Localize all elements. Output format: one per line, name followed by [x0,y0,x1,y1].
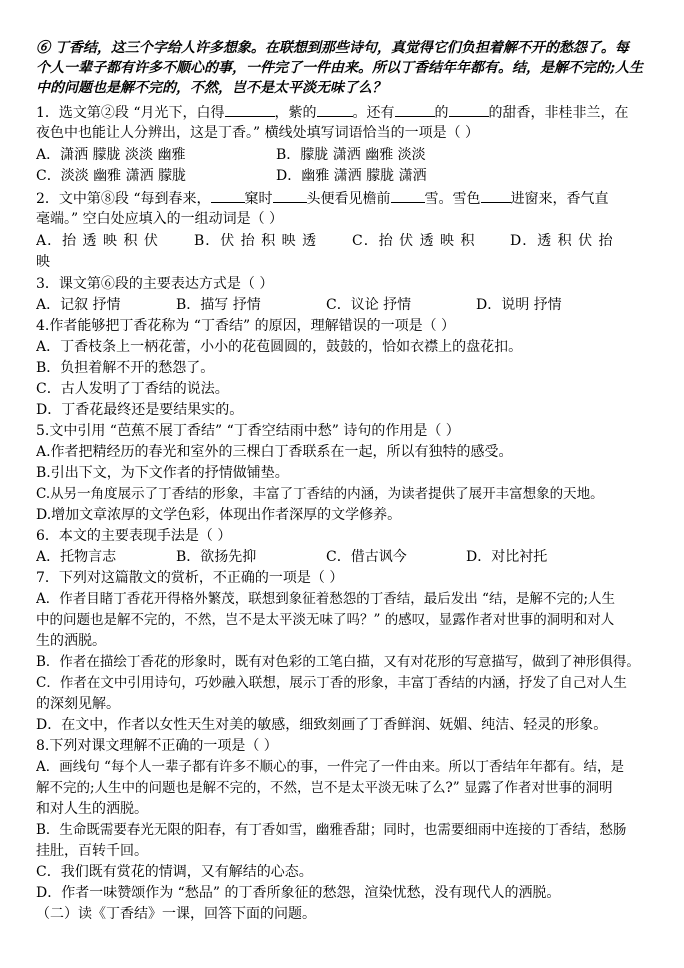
q5-option-b: B.引出下文，为下文作者的抒情做铺垫。 [36,465,289,481]
q2-option-d-cont: 映 [36,254,50,270]
q1-options-cd [36,166,650,186]
q5-option-a: A.作者把精经历的春光和室外的三棵白丁香联系在一起，所以有独特的感受。 [36,444,513,460]
q7-option-d: D．在文中，作者以女性天生对美的敏感，细致刻画了丁香鲜润、妩媚、纯洁、轻灵的形象。 [36,717,608,733]
q2-options [36,231,650,251]
q3-stem: 3．课文第⑥段的主要表达方式是（ ） [36,276,274,292]
blank [211,188,245,203]
q7-option-a-line2: 中的问题也是解不完的，不然，岂不是太平淡无味了吗？” 的感叹，显露作者对世事的洞明和对人 [36,612,615,628]
q7-option-a-line3: 生的洒脱。 [36,633,106,649]
blank [449,102,489,117]
q2-option-d: D．透 积 伏 抬 [510,233,614,249]
q3-option-b: B．描写 抒情 [176,297,261,313]
section-heading: （二）读《丁香结》一课，回答下面的问题。 [36,906,316,922]
blank [273,188,307,203]
blank [391,188,425,203]
q2-stem-line2: 毫端。” 空白处应填入的一组动词是（ ） [36,211,284,227]
q2-option-b: B．伏 抬 积 映 透 [194,233,318,249]
q8-option-b-line2: 挂肚，百转千回。 [36,843,148,859]
para6-line2: 个人一辈子都有许多不顺心的事，一件完了一件由来。所以丁香结年年都有。结，是解不完的;人生 [36,60,644,76]
q4-stem: 4.作者能够把丁香花称为 “丁香结” 的原因，理解错误的一项是（ ） [36,318,456,334]
para6-line3: 中的问题也是解不完的，不然，岂不是太平淡无味了么？ [36,80,386,96]
blank [317,102,353,117]
q1-options-ab [36,145,650,165]
q3-option-d: D．说明 抒情 [476,297,562,313]
para6-line1: ⑥ 丁香结，这三个字给人许多想象。在联想到那些诗句，真觉得它们负担着解不开的愁怨了。每 [36,40,629,56]
q1-stem-line2: 夜色中也能让人分辨出，这是丁香。” 横线处填写词语恰当的一项是（ ） [36,125,480,141]
q3-options [36,295,650,315]
q5-option-d: D.增加文章浓厚的文学色彩，体现出作者深厚的文学修养。 [36,507,402,523]
q7-option-a-line1: A．作者目睹丁香花开得格外繁茂，联想到象征着愁怨的丁香结，最后发出 “结，是解不完的;人生 [36,591,615,607]
q6-option-d: D．对比衬托 [466,549,548,565]
q1-stem-line1: 1．选文第②段 “月光下，白得 ，紫的 。还有 的 的甜香，非桂非兰，在 [36,102,650,123]
q2-option-c: C．抬 伏 透 映 积 [352,233,476,249]
q4-option-d: D．丁香花最终还是要结果实的。 [36,402,244,418]
q6-stem: 6．本文的主要表现手法是（ ） [36,528,232,544]
q7-stem: 7．下列对这篇散文的赏析，不正确的一项是（ ） [36,570,344,586]
q4-option-b: B．负担着解不开的愁怨了。 [36,360,215,376]
q8-option-a-line3: 和对人生的洒脱。 [36,801,148,817]
q4-option-c: C．古人发明了丁香结的说法。 [36,381,229,397]
q4-option-a: A．丁香枝条上一柄花蕾，小小的花苞圆圆的，鼓鼓的，恰如衣襟上的盘花扣。 [36,339,523,355]
blank [481,188,511,203]
q7-option-b: B．作者在描绘丁香花的形象时，既有对色彩的工笔白描，又有对花形的写意描写，做到了神形俱得。 [36,654,640,670]
q3-option-c: C．议论 抒情 [326,297,412,313]
q1-option-c: C．淡淡 幽雅 潇洒 朦胧 [36,168,187,184]
q6-option-c: C．借古讽今 [326,549,407,565]
q6-options [36,547,650,567]
q6-option-b: B．欲扬先抑 [176,549,257,565]
q2-stem-line1: 2．文中第⑧段 “每到春来， 窠时 头便看见檐前 雪。雪色 进窗来，香气直 [36,188,650,209]
q5-option-c: C.从另一角度展示了丁香结的形象，丰富了丁香结的内涵，为读者提供了展开丰富想象的天地。 [36,486,604,502]
q8-option-d: D．作者一味赞颂作为 “愁品” 的丁香所象征的愁怨，渲染忧愁，没有现代人的洒脱。 [36,885,561,901]
q7-option-c-line2: 的深刻见解。 [36,696,120,712]
q1-option-a: A．潇洒 朦胧 淡淡 幽雅 [36,147,186,163]
q8-option-c: C．我们既有赏花的情调，又有解结的心态。 [36,864,313,880]
q7-option-c-line1: C．作者在文中引用诗句，巧妙融入联想，展示丁香的形象，丰富丁香结的内涵，抒发了自己对人生 [36,675,627,691]
q1-option-b: B．朦胧 潇洒 幽雅 淡淡 [276,147,426,163]
q3-option-a: A．记叙 抒情 [36,297,121,313]
q1-option-d: D．幽雅 潇洒 朦胧 潇洒 [276,168,427,184]
q8-option-a-line1: A．画线句 “每个人一辈子都有许多不顺心的事，一件完了一件由来。所以丁香结年年都有。结，是 [36,759,624,775]
q8-stem: 8.下列对课文理解不正确的一项是（ ） [36,738,278,754]
blank [395,102,435,117]
q6-option-a: A．托物言志 [36,549,117,565]
q8-option-a-line2: 解不完的;人生中的问题也是解不完的，不然，岂不是太平淡无味了么?” 显露了作者对世事的洞明 [36,780,613,796]
q2-option-a: A．抬 透 映 积 伏 [36,233,159,249]
blank [225,102,275,117]
q5-stem: 5.文中引用 “芭蕉不展丁香结” “丁香空结雨中愁” 诗句的作用是（ ） [36,423,460,439]
q8-option-b-line1: B．生命既需要春光无限的阳春，有丁香如雪，幽雅香甜；同时，也需要细雨中连接的丁香结，愁肠 [36,822,627,838]
